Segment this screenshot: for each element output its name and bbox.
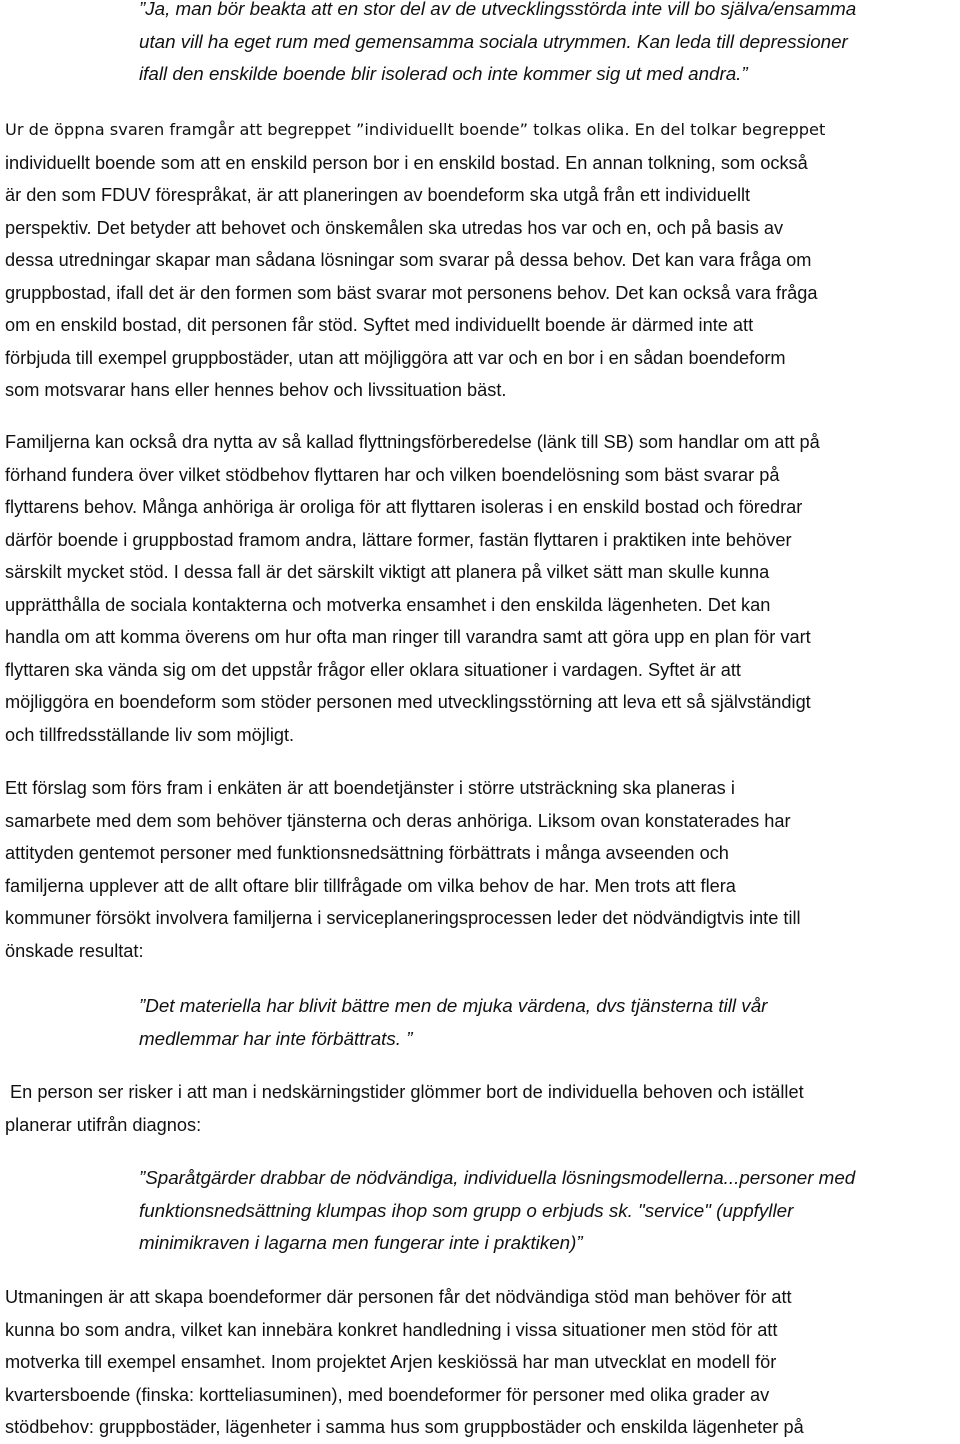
- paragraph-5-line: kvartersboende (finska: kortteliasuminen), med boendeformer för personer med olika grader av: [5, 1384, 770, 1405]
- paragraph-2-line: upprätthålla de sociala kontakterna och motverka ensamhet i den enskilda lägenheten. Det kan: [5, 594, 771, 615]
- paragraph-1-line: dessa utredningar skapar man sådana lösningar som svarar på dessa behov. Det kan vara fråga om: [5, 250, 812, 270]
- paragraph-2-line: möjliggöra en boendeform som stöder personen med utvecklingsstörning att leva ett så självständigt: [5, 692, 811, 712]
- quote-3-line: ”Sparåtgärder drabbar de nödvändiga, individuella lösningsmodellerna...personer med: [139, 1167, 856, 1188]
- paragraph-4-line: En person ser risker i att man i nedskärningstider glömmer bort de individuella behoven och istället: [5, 1082, 804, 1102]
- paragraph-3-line: kommuner försökt involvera familjerna i serviceplaneringsprocessen leder det nödvändigtvis inte till: [5, 908, 801, 928]
- quote-block-2: [139, 990, 954, 1055]
- paragraph-3-line: familjerna upplever att de allt oftare blir tillfrågade om vilka behov de har. Men trots att flera: [5, 875, 736, 896]
- paragraph-2-line: handla om att komma överens om hur ofta man ringer till varandra samt att göra upp en plan för vart: [5, 627, 811, 647]
- quote-block-3: [139, 1162, 954, 1260]
- quote-2-line: medlemmar har inte förbättrats. ”: [139, 1027, 413, 1049]
- paragraph-3: [5, 772, 955, 967]
- paragraph-2-line: flyttarens behov. Många anhöriga är oroliga för att flyttaren isoleras i en enskild bostad och föredrar: [5, 497, 803, 517]
- paragraph-3-line: samarbete med dem som behöver tjänsterna och deras anhöriga. Liksom ovan konstaterades har: [5, 810, 791, 831]
- paragraph-5-line: kunna bo som andra, vilket kan innebära konkret handledning i vissa situationer men stöd för att: [5, 1319, 778, 1340]
- paragraph-1-line: gruppbostad, ifall det är den formen som bäst svarar mot personens behov. Det kan också vara fråga: [5, 282, 818, 303]
- paragraph-5: [5, 1281, 955, 1444]
- paragraph-3-line: Ett förslag som förs fram i enkäten är att boendetjänster i större utsträckning ska planeras i: [5, 778, 735, 798]
- paragraph-2-line: särskilt mycket stöd. I dessa fall är det särskilt viktigt att planera på vilket sätt man skulle kunna: [5, 562, 770, 582]
- quote-3-line: minimikraven i lagarna men fungerar inte i praktiken)”: [139, 1232, 583, 1253]
- paragraph-1-line: Ur de öppna svaren framgår att begreppet ”individuellt boende” tolkas olika. En del tolkar begreppet: [5, 120, 826, 139]
- quote-block-1: [139, 0, 954, 91]
- paragraph-1: [5, 113, 955, 407]
- quote-2-line: ”Det materiella har blivit bättre men de mjuka värdena, dvs tjänsterna till vår: [139, 995, 768, 1016]
- paragraph-2-line: förhand fundera över vilket stödbehov flyttaren har och vilken boendelösning som bäst svarar på: [5, 464, 780, 485]
- paragraph-1-line: är den som FDUV förespråkat, är att planeringen av boendeform ska utgå från ett individuellt: [5, 185, 751, 205]
- paragraph-4-line: planerar utifrån diagnos:: [5, 1114, 202, 1135]
- paragraph-1-line: som motsvarar hans eller hennes behov och livssituation bäst.: [5, 380, 507, 400]
- quote-1-line: ifall den enskilde boende blir isolerad och inte kommer sig ut med andra.”: [139, 63, 748, 84]
- paragraph-2-line: därför boende i gruppbostad framom andra, lättare former, fastän flyttaren i praktiken inte behöver: [5, 529, 792, 550]
- paragraph-2-line: flyttaren ska vända sig om det uppstår frågor eller oklara situationer i vardagen. Syftet är att: [5, 659, 741, 680]
- paragraph-2-line: Familjerna kan också dra nytta av så kallad flyttningsförberedelse (länk till SB) som handlar om att på: [5, 432, 820, 452]
- paragraph-5-line: stödbehov: gruppbostäder, lägenheter i samma hus som gruppbostäder och enskilda lägenheter på: [5, 1417, 804, 1437]
- quote-3-line: funktionsnedsättning klumpas ihop som grupp o erbjuds sk. "service" (uppfyller: [139, 1199, 794, 1221]
- paragraph-1-line: om en enskild bostad, dit personen får stöd. Syftet med individuellt boende är därmed inte att: [5, 315, 754, 335]
- paragraph-1-line: individuellt boende som att en enskild person bor i en enskild bostad. En annan tolkning, som också: [5, 152, 808, 173]
- quote-1-line: utan vill ha eget rum med gemensamma sociala utrymmen. Kan leda till depressioner: [139, 30, 848, 52]
- paragraph-5-line: Utmaningen är att skapa boendeformer där personen får det nödvändiga stöd man behöver för att: [5, 1287, 792, 1307]
- paragraph-1-line: förbjuda till exempel gruppbostäder, utan att möjliggöra att var och en bor i en sådan boendeform: [5, 347, 786, 368]
- paragraph-2: [5, 426, 955, 751]
- paragraph-3-line: önskade resultat:: [5, 940, 144, 961]
- paragraph-2-line: och tillfredsställande liv som möjligt.: [5, 724, 295, 745]
- paragraph-5-line: motverka till exempel ensamhet. Inom projektet Arjen keskiössä har man utvecklat en modell för: [5, 1352, 777, 1372]
- paragraph-4: [5, 1076, 955, 1141]
- paragraph-3-line: attityden gentemot personer med funktionsnedsättning förbättrats i många avseenden och: [5, 843, 729, 863]
- quote-1-line: ”Ja, man bör beakta att en stor del av de utvecklingsstörda inte vill bo själva/ensamma: [139, 0, 857, 19]
- paragraph-1-line: perspektiv. Det betyder att behovet och önskemålen ska utredas hos var och en, och på basis av: [5, 217, 784, 238]
